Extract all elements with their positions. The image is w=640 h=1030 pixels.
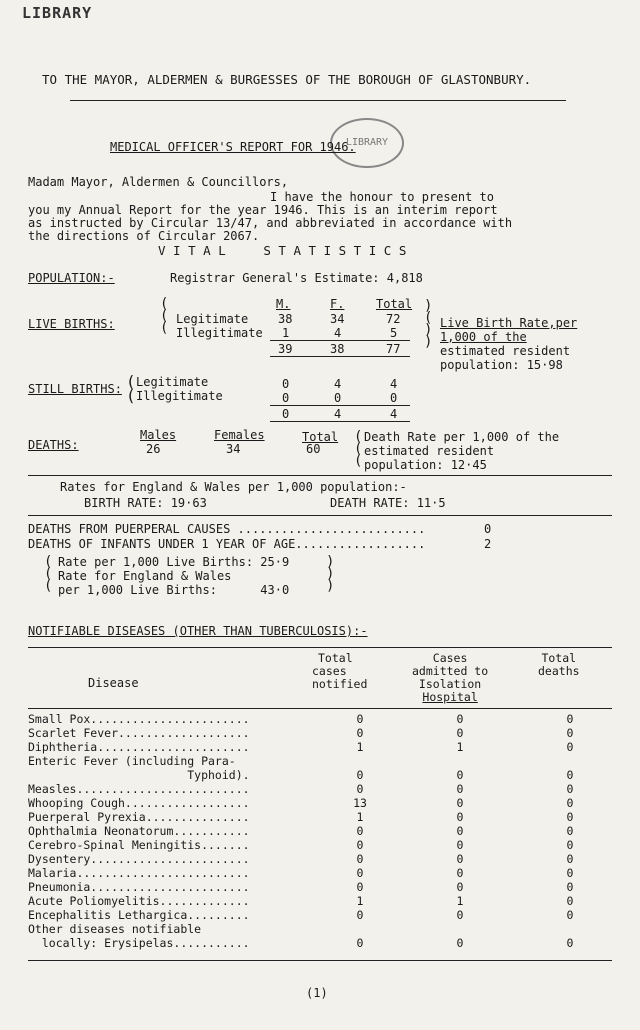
intro-line: as instructed by Circular 13/47, and abbreviated in accordance with xyxy=(28,216,513,230)
live-legit-f: 34 xyxy=(330,312,345,326)
table-row xyxy=(28,740,630,754)
deaths-females: 34 xyxy=(226,442,241,456)
live-birth-rate-value: population: 15·98 xyxy=(440,358,563,372)
total-deaths: 0 xyxy=(566,740,574,754)
head-text: Hospital xyxy=(422,690,478,704)
total-deaths: 0 xyxy=(566,852,574,866)
table-row xyxy=(28,894,630,908)
population-estimate: Registrar General's Estimate: 4,818 xyxy=(170,271,423,285)
head-males: Males xyxy=(140,428,177,442)
disease-name: Enteric Fever (including Para- xyxy=(28,754,236,768)
left-brace: ( ( ( xyxy=(160,296,169,336)
cases-admitted: 0 xyxy=(456,796,464,810)
intro-line: you my Annual Report for the year 1946. This is an interim report xyxy=(28,203,498,217)
infant-rate-line: per 1,000 Live Births: 43·0 xyxy=(58,583,290,597)
head-m: M. xyxy=(276,297,291,311)
total-deaths: 0 xyxy=(566,894,574,908)
cases-admitted xyxy=(410,754,510,768)
table-row xyxy=(28,880,630,894)
disease-name: Encephalitis Lethargica......... xyxy=(28,908,250,922)
total-notified: 0 xyxy=(356,908,364,922)
total-deaths: 0 xyxy=(566,838,574,852)
disease-name: Ophthalmia Neonatorum........... xyxy=(28,824,250,838)
total-deaths: 0 xyxy=(566,880,574,894)
live-legit-total: 72 xyxy=(386,312,401,326)
live-birth-rate-line: 1,000 of the xyxy=(440,330,527,344)
cases-admitted: 0 xyxy=(456,936,464,950)
table-row xyxy=(28,852,630,866)
still-legit-name: Legitimate xyxy=(136,375,209,389)
total-notified: 1 xyxy=(356,740,364,754)
live-legit-m: 38 xyxy=(278,312,293,326)
total-deaths: 0 xyxy=(566,726,574,740)
sum-rule xyxy=(270,356,410,357)
death-rate-value: population: 12·45 xyxy=(364,458,487,472)
live-illegit-f: 4 xyxy=(334,326,342,340)
total-deaths: 0 xyxy=(566,712,574,726)
death-rate-line: estimated resident xyxy=(364,444,495,458)
total-deaths xyxy=(510,754,630,768)
table-row xyxy=(28,866,630,880)
table-row xyxy=(28,768,630,782)
disease-name: Pneumonia....................... xyxy=(28,880,250,894)
deaths-males: 26 xyxy=(146,442,161,456)
total-notified: 0 xyxy=(356,712,364,726)
total-notified: 0 xyxy=(356,852,364,866)
table-row xyxy=(28,754,630,768)
disease-name: Cerebro-Spinal Meningitis....... xyxy=(28,838,250,852)
col-head-cases-admitted xyxy=(412,652,488,704)
population-label: POPULATION:- xyxy=(28,271,115,285)
puerperal-deaths-label: DEATHS FROM PUERPERAL CAUSES .......................... xyxy=(28,522,426,536)
left-brace: ( ( ( xyxy=(44,554,53,594)
head-text: deaths xyxy=(538,664,580,678)
live-births-label: LIVE BIRTHS: xyxy=(28,317,115,331)
cases-admitted: 0 xyxy=(456,838,464,852)
cases-admitted: 1 xyxy=(456,894,464,908)
total-notified: 1 xyxy=(356,894,364,908)
infant-rate-line: Rate per 1,000 Live Births: 25·9 xyxy=(58,555,290,569)
page-number: (1) xyxy=(306,986,328,1000)
cases-admitted: 0 xyxy=(456,866,464,880)
deaths-total: 60 xyxy=(306,442,321,456)
head-text: Isolation xyxy=(418,677,482,691)
live-legit-name: Legitimate xyxy=(176,312,249,326)
table-rule xyxy=(28,708,612,709)
table-row xyxy=(28,838,630,852)
table-row xyxy=(28,824,630,838)
divider xyxy=(70,100,566,101)
live-sum-total: 77 xyxy=(386,342,401,356)
col-head-total-deaths xyxy=(538,652,580,678)
sum-rule xyxy=(270,421,410,422)
head-text: Total xyxy=(318,651,353,665)
deaths-label: DEATHS: xyxy=(28,438,79,452)
table-rule xyxy=(28,960,612,961)
table-rule xyxy=(28,647,612,648)
disease-name: Dysentery....................... xyxy=(28,852,250,866)
salutation: Madam Mayor, Aldermen & Councillors, xyxy=(28,175,289,189)
total-deaths: 0 xyxy=(566,810,574,824)
head-total: Total xyxy=(302,430,339,444)
still-legit-total: 4 xyxy=(390,377,398,391)
right-brace: ) ( ) ) xyxy=(424,298,433,350)
live-sum-m: 39 xyxy=(278,342,293,356)
infant-deaths-value: 2 xyxy=(484,537,492,551)
cases-admitted: 0 xyxy=(456,852,464,866)
still-illegit-total: 0 xyxy=(390,391,398,405)
total-notified: 0 xyxy=(356,824,364,838)
total-notified: 1 xyxy=(356,810,364,824)
table-row xyxy=(28,922,630,936)
cases-admitted: 0 xyxy=(456,908,464,922)
live-illegit-name: Illegitimate xyxy=(176,326,263,340)
still-sum-m: 0 xyxy=(282,407,290,421)
vital-statistics-heading: V I T A L S T A T I S T I C S xyxy=(158,243,407,258)
cases-admitted: 0 xyxy=(456,810,464,824)
cases-admitted: 0 xyxy=(456,768,464,782)
cases-admitted: 0 xyxy=(456,782,464,796)
head-text: Total xyxy=(541,651,577,665)
live-illegit-total: 5 xyxy=(390,326,398,340)
notifiable-heading: NOTIFIABLE DISEASES (OTHER THAN TUBERCULOSIS):- xyxy=(28,624,368,638)
cases-admitted xyxy=(410,922,510,936)
still-illegit-m: 0 xyxy=(282,391,290,405)
col-head-disease: Disease xyxy=(88,676,139,690)
intro-line: I have the honour to present to xyxy=(270,190,494,204)
disease-name: Puerperal Pyrexia............... xyxy=(28,810,250,824)
total-deaths: 0 xyxy=(566,936,574,950)
total-notified: 0 xyxy=(356,838,364,852)
still-legit-f: 4 xyxy=(334,377,342,391)
table-row xyxy=(28,908,630,922)
intro-line: the directions of Circular 2067. xyxy=(28,229,260,243)
table-row xyxy=(28,796,630,810)
sum-rule xyxy=(270,340,410,341)
table-row xyxy=(28,712,630,726)
head-text: notified xyxy=(312,677,368,691)
ew-death-rate: DEATH RATE: 11·5 xyxy=(330,496,446,510)
disease-name: Malaria......................... xyxy=(28,866,250,880)
still-sum-total: 4 xyxy=(390,407,398,421)
divider xyxy=(28,515,612,516)
table-row xyxy=(28,810,630,824)
live-sum-f: 38 xyxy=(330,342,345,356)
left-brace: ( ( xyxy=(126,372,136,405)
head-text: admitted to xyxy=(412,664,489,678)
head-females: Females xyxy=(214,428,265,442)
total-deaths: 0 xyxy=(566,796,574,810)
table-row xyxy=(28,936,630,950)
total-notified: 0 xyxy=(356,782,364,796)
still-births-label: STILL BIRTHS: xyxy=(28,382,122,396)
cases-admitted: 0 xyxy=(456,824,464,838)
total-notified xyxy=(310,922,410,936)
head-text: Cases xyxy=(432,651,468,665)
total-deaths: 0 xyxy=(566,908,574,922)
head-total: Total xyxy=(376,297,413,311)
infant-deaths-label: DEATHS OF INFANTS UNDER 1 YEAR OF AGE.................. xyxy=(28,537,426,551)
sum-rule xyxy=(270,405,410,406)
disease-name: locally: Erysipelas........... xyxy=(28,936,250,950)
head-f: F. xyxy=(330,297,345,311)
live-birth-rate-line: estimated resident xyxy=(440,344,571,358)
left-brace: ( ( ( xyxy=(354,429,363,469)
disease-name: Typhoid). xyxy=(28,768,250,782)
divider xyxy=(28,475,612,476)
still-legit-m: 0 xyxy=(282,377,290,391)
head-text: cases xyxy=(312,664,347,678)
death-rate-line: Death Rate per 1,000 of the xyxy=(364,430,560,444)
report-title: MEDICAL OFFICER'S REPORT FOR 1946. xyxy=(110,140,356,154)
disease-name: Measles......................... xyxy=(28,782,250,796)
live-birth-rate-line: Live Birth Rate,per xyxy=(440,316,578,330)
live-illegit-m: 1 xyxy=(282,326,290,340)
notifiable-diseases-table xyxy=(28,712,630,950)
cases-admitted: 0 xyxy=(456,726,464,740)
ew-rates-heading: Rates for England & Wales per 1,000 population:- xyxy=(60,480,407,494)
disease-name: Acute Poliomyelitis............. xyxy=(28,894,250,908)
right-brace: ) ) ) xyxy=(326,554,335,594)
total-notified: 0 xyxy=(356,936,364,950)
total-deaths: 0 xyxy=(566,768,574,782)
total-deaths: 0 xyxy=(566,866,574,880)
puerperal-deaths-value: 0 xyxy=(484,522,492,536)
disease-name: Other diseases notifiable xyxy=(28,922,202,936)
disease-name: Diphtheria...................... xyxy=(28,740,250,754)
library-seal: LIBRARY xyxy=(330,118,404,168)
still-illegit-f: 0 xyxy=(334,391,342,405)
total-deaths xyxy=(510,922,630,936)
ew-birth-rate: BIRTH RATE: 19·63 xyxy=(84,496,207,510)
disease-name: Small Pox....................... xyxy=(28,712,250,726)
disease-name: Scarlet Fever................... xyxy=(28,726,250,740)
infant-rate-line: Rate for England & Wales xyxy=(58,569,232,583)
still-sum-f: 4 xyxy=(334,407,342,421)
total-notified xyxy=(310,754,410,768)
col-head-total-notified xyxy=(312,652,367,691)
address-line: TO THE MAYOR, ALDERMEN & BURGESSES OF THE BOROUGH OF GLASTONBURY. xyxy=(42,72,532,87)
library-stamp: LIBRARY xyxy=(22,4,93,22)
total-deaths: 0 xyxy=(566,824,574,838)
total-notified: 0 xyxy=(356,880,364,894)
still-illegit-name: Illegitimate xyxy=(136,389,223,403)
total-notified: 13 xyxy=(353,796,367,810)
total-notified: 0 xyxy=(356,866,364,880)
total-notified: 0 xyxy=(356,768,364,782)
table-row xyxy=(28,782,630,796)
cases-admitted: 0 xyxy=(456,880,464,894)
cases-admitted: 0 xyxy=(456,712,464,726)
cases-admitted: 1 xyxy=(456,740,464,754)
total-notified: 0 xyxy=(356,726,364,740)
table-row xyxy=(28,726,630,740)
total-deaths: 0 xyxy=(566,782,574,796)
disease-name: Whooping Cough.................. xyxy=(28,796,250,810)
